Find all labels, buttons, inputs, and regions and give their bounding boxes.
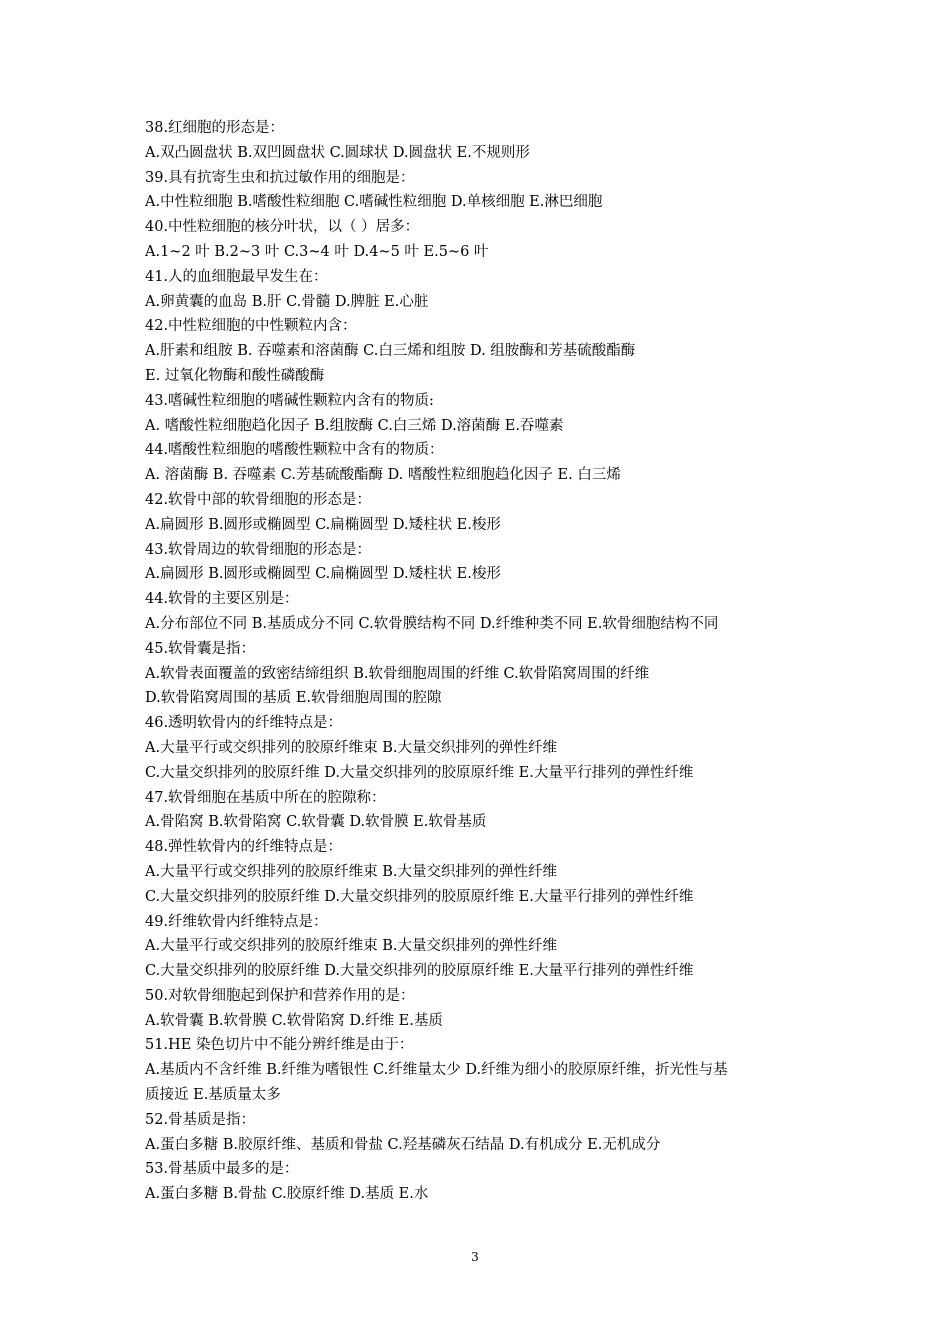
answer-options: A.蛋白多糖 B.胶原纤维、基质和骨盐 C.羟基磷灰石结晶 D.有机成分 E.无机成分 xyxy=(145,1136,661,1153)
question-text: 41.人的血细胞最早发生在： xyxy=(145,268,328,285)
answer-options: A.扁圆形 B.圆形或椭圆型 C.扁椭圆型 D.矮柱状 E.梭形 xyxy=(145,516,501,533)
question-text: 50.对软骨细胞起到保护和营养作用的是： xyxy=(145,987,415,1004)
answer-options: A.肝素和组胺 B. 吞噬素和溶菌酶 C.白三烯和组胺 D. 组胺酶和芳基硫酸酯酶 xyxy=(145,343,636,360)
question-text: 44.嗜酸性粒细胞的嗜酸性颗粒中含有的物质： xyxy=(145,442,444,459)
question-text: 42.软骨中部的软骨细胞的形态是： xyxy=(145,491,372,508)
question-text: 43.嗜碱性粒细胞的嗜碱性颗粒内含有的物质: xyxy=(145,392,434,409)
answer-options: A.卵黄囊的血岛 B.肝 C.骨髓 D.脾脏 E.心脏 xyxy=(145,293,429,310)
answer-options: A.骨陷窝 B.软骨陷窝 C.软骨囊 D.软骨膜 E.软骨基质 xyxy=(145,814,487,831)
answer-options: E. 过氧化物酶和酸性磷酸酶 xyxy=(145,367,325,384)
answer-options: A.1~2 叶 B.2~3 叶 C.3~4 叶 D.4~5 叶 E.5~6 叶 xyxy=(145,243,489,260)
answer-options: A.大量平行或交织排列的胶原纤维束 B.大量交织排列的弹性纤维 xyxy=(145,938,557,955)
answer-options: A.蛋白多糖 B.骨盐 C.胶原纤维 D.基质 E.水 xyxy=(145,1186,429,1203)
question-text: 47.软骨细胞在基质中所在的腔隙称： xyxy=(145,789,386,806)
answer-options: A.中性粒细胞 B.嗜酸性粒细胞 C.嗜碱性粒细胞 D.单核细胞 E.淋巴细胞 xyxy=(145,194,603,211)
answer-options: A.大量平行或交织排列的胶原纤维束 B.大量交织排列的弹性纤维 xyxy=(145,863,557,880)
question-text: 46.透明软骨内的纤维特点是： xyxy=(145,715,343,732)
answer-options: A. 溶菌酶 B. 吞噬素 C.芳基硫酸酯酶 D. 嗜酸性粒细胞趋化因子 E. 白三烯 xyxy=(145,467,621,484)
answer-options: A.软骨表面覆盖的致密结缔组织 B.软骨细胞周围的纤维 C.软骨陷窝周围的纤维 xyxy=(145,665,650,682)
question-text: 44.软骨的主要区别是： xyxy=(145,591,299,608)
answer-options: A.基质内不含纤维 B.纤维为嗜银性 C.纤维量太少 D.纤维为细小的胶原原纤维，折光性与基 xyxy=(145,1062,728,1079)
answer-options: A. 嗜酸性粒细胞趋化因子 B.组胺酶 C.白三烯 D.溶菌酶 E.吞噬素 xyxy=(145,417,564,434)
answer-options: C.大量交织排列的胶原纤维 D.大量交织排列的胶原原纤维 E.大量平行排列的弹性纤维 xyxy=(145,963,694,980)
question-text: 38.红细胞的形态是： xyxy=(145,120,285,136)
question-text: 51.HE 染色切片中不能分辨纤维是由于： xyxy=(145,1037,414,1054)
answer-options: A.大量平行或交织排列的胶原纤维束 B.大量交织排列的弹性纤维 xyxy=(145,739,557,756)
answer-options: D.软骨陷窝周围的基质 E.软骨细胞周围的腔隙 xyxy=(145,690,442,707)
answer-options: A.双凸圆盘状 B.双凹圆盘状 C.圆球状 D.圆盘状 E.不规则形 xyxy=(145,144,530,161)
question-text: 43.软骨周边的软骨细胞的形态是： xyxy=(145,541,372,558)
question-text: 48.弹性软骨内的纤维特点是： xyxy=(145,839,343,856)
question-text: 45.软骨囊是指： xyxy=(145,640,256,657)
question-text: 49.纤维软骨内纤维特点是： xyxy=(145,913,328,930)
question-text: 52.骨基质是指： xyxy=(145,1111,256,1128)
question-text: 53.骨基质中最多的是： xyxy=(145,1161,299,1178)
answer-options: 质接近 E.基质量太多 xyxy=(145,1087,281,1104)
answer-options: C.大量交织排列的胶原纤维 D.大量交织排列的胶原原纤维 E.大量平行排列的弹性纤维 xyxy=(145,764,694,781)
question-text: 39.具有抗寄生虫和抗过敏作用的细胞是： xyxy=(145,169,415,186)
answer-options: A.扁圆形 B.圆形或椭圆型 C.扁椭圆型 D.矮柱状 E.梭形 xyxy=(145,566,501,583)
page-number: 3 xyxy=(471,1250,479,1264)
question-text: 40.中性粒细胞的核分叶状，以（ ）居多： xyxy=(145,219,420,236)
answer-options: A.分布部位不同 B.基质成分不同 C.软骨膜结构不同 D.纤维种类不同 E.软骨细胞结构不同 xyxy=(145,615,719,632)
question-list xyxy=(145,116,835,1207)
answer-options: C.大量交织排列的胶原纤维 D.大量交织排列的胶原原纤维 E.大量平行排列的弹性纤维 xyxy=(145,888,694,905)
question-text: 42.中性粒细胞的中性颗粒内含： xyxy=(145,318,357,335)
answer-options: A.软骨囊 B.软骨膜 C.软骨陷窝 D.纤维 E.基质 xyxy=(145,1012,443,1029)
